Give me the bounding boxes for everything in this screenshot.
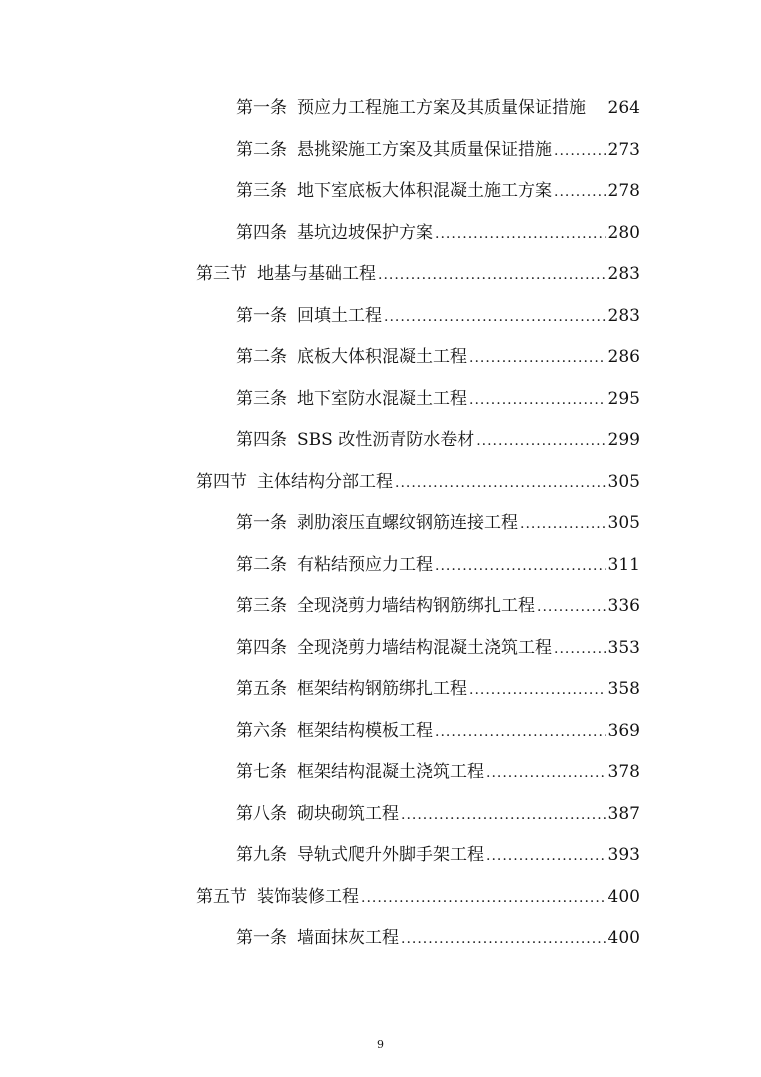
toc-entry[interactable] — [236, 711, 640, 751]
toc-entry-title: 基坑边坡保护方案 — [297, 222, 433, 243]
toc-entry[interactable] — [236, 337, 640, 377]
toc-entry[interactable] — [236, 503, 640, 543]
toc-entry-label — [236, 628, 552, 668]
toc-entry-title: SBS 改性沥青防水卷材 — [297, 430, 475, 450]
toc-entry-page: 299 — [607, 430, 640, 450]
toc-entry-title: 地下室防水混凝土工程 — [297, 388, 467, 409]
toc-entry-page: 283 — [607, 305, 640, 326]
toc-entry-page: 305 — [607, 513, 640, 533]
toc-entry-title: 地下室底板大体积混凝土施工方案 — [297, 181, 552, 201]
toc-entry-page: 336 — [607, 596, 640, 616]
toc-dot-leader — [520, 504, 606, 544]
toc-entry[interactable] — [236, 669, 640, 709]
toc-entry-label — [236, 296, 382, 336]
toc-entry-label — [236, 918, 399, 958]
toc-entry-number: 第三条 — [236, 388, 287, 409]
toc-entry-title: 地基与基础工程 — [257, 264, 376, 284]
toc-dot-leader — [469, 380, 606, 420]
toc-entry-number: 第四条 — [236, 430, 287, 450]
toc-entry-number: 第一条 — [236, 928, 287, 948]
toc-entry-title: 墙面抹灰工程 — [297, 928, 399, 948]
toc-entry-page: 378 — [607, 762, 640, 782]
toc-entry-label — [236, 130, 552, 170]
toc-entry-label — [196, 877, 359, 917]
toc-entry-title: 悬挑梁施工方案及其质量保证措施 — [297, 139, 552, 160]
toc-dot-leader — [537, 587, 606, 627]
toc-dot-leader — [435, 214, 606, 254]
toc-entry-page: 400 — [607, 928, 640, 948]
toc-entry[interactable] — [236, 296, 640, 336]
toc-entry[interactable] — [236, 794, 640, 834]
toc-dot-leader — [476, 421, 605, 461]
toc-entry-label — [236, 420, 474, 460]
toc-entry-title: 回填土工程 — [297, 305, 382, 326]
toc-entry-number: 第五节 — [196, 886, 247, 907]
toc-entry-number: 第八条 — [236, 803, 287, 824]
toc-entry-label — [196, 462, 393, 502]
toc-entry-title: 全现浇剪力墙结构钢筋绑扎工程 — [297, 596, 535, 616]
toc-entry-number: 第三条 — [236, 596, 287, 616]
toc-dot-leader — [469, 670, 606, 710]
toc-entry-title: 导轨式爬升外脚手架工程 — [297, 845, 484, 865]
toc-entry-page: 280 — [607, 222, 640, 243]
toc-entry[interactable] — [236, 628, 640, 668]
toc-entry-page: 286 — [607, 347, 640, 367]
toc-entry-label — [236, 752, 484, 792]
toc-dot-leader — [554, 629, 606, 669]
toc-entry[interactable] — [236, 545, 640, 585]
toc-dot-leader — [435, 712, 606, 752]
toc-entry[interactable] — [236, 171, 640, 211]
toc-entry-label — [236, 88, 586, 128]
toc-entry[interactable] — [236, 420, 640, 460]
toc-entry[interactable] — [196, 254, 640, 294]
toc-entry-label — [196, 254, 376, 294]
toc-entry-number: 第二条 — [236, 554, 287, 575]
toc-entry-label — [236, 669, 467, 709]
toc-entry-title: 预应力工程施工方案及其质量保证措施 — [297, 98, 586, 118]
toc-entry[interactable] — [236, 379, 640, 419]
toc-entry-number: 第一条 — [236, 513, 287, 533]
toc-entry-page: 353 — [607, 637, 640, 658]
toc-entry-label — [236, 213, 433, 253]
toc-entry-number: 第四节 — [196, 471, 247, 492]
toc-entry-page: 283 — [607, 264, 640, 284]
toc-entry-page: 358 — [607, 679, 640, 699]
toc-entry-number: 第四条 — [236, 222, 287, 243]
toc-entry[interactable] — [196, 462, 640, 502]
toc-entry-label — [236, 835, 484, 875]
toc-entry-number: 第一条 — [236, 305, 287, 326]
toc-dot-leader — [435, 546, 606, 586]
toc-entry-page: 278 — [607, 181, 640, 201]
toc-dot-leader — [378, 255, 606, 295]
toc-entry-page: 264 — [607, 98, 640, 118]
toc-entry-page: 400 — [607, 886, 640, 907]
toc-entry-number: 第五条 — [236, 679, 287, 699]
toc-entry-label — [236, 711, 433, 751]
toc-entry-label — [236, 379, 467, 419]
toc-entry-label — [236, 337, 467, 377]
toc-dot-leader — [469, 338, 606, 378]
toc-entry-title: 底板大体积混凝土工程 — [297, 347, 467, 367]
toc-entry-title: 全现浇剪力墙结构混凝土浇筑工程 — [297, 637, 552, 658]
toc-dot-leader — [554, 131, 606, 171]
toc-entry[interactable] — [236, 586, 640, 626]
toc-entry-title: 框架结构混凝土浇筑工程 — [297, 762, 484, 782]
toc-entry-label — [236, 586, 535, 626]
toc-entry[interactable] — [236, 130, 640, 170]
toc-entry-number: 第九条 — [236, 845, 287, 865]
toc-entry-label — [236, 545, 433, 585]
toc-entry-page: 393 — [607, 845, 640, 865]
toc-entry-title: 主体结构分部工程 — [257, 471, 393, 492]
toc-entry-title: 装饰装修工程 — [257, 886, 359, 907]
toc-entry-title: 框架结构钢筋绑扎工程 — [297, 679, 467, 699]
toc-entry-page: 311 — [607, 554, 640, 575]
toc-entry-number: 第三节 — [196, 264, 247, 284]
toc-entry[interactable] — [236, 88, 640, 128]
toc-dot-leader — [401, 919, 606, 959]
toc-dot-leader — [361, 878, 606, 918]
toc-dot-leader — [401, 795, 606, 835]
toc-entry-page: 305 — [607, 471, 640, 492]
toc-entry[interactable] — [236, 835, 640, 875]
toc-entry-title: 框架结构模板工程 — [297, 720, 433, 741]
toc-entry-page: 387 — [607, 803, 640, 824]
toc-entry-title: 剥肋滚压直螺纹钢筋连接工程 — [297, 513, 518, 533]
toc-entry-number: 第一条 — [236, 98, 287, 118]
toc-entry[interactable] — [196, 877, 640, 917]
toc-dot-leader — [554, 172, 606, 212]
toc-entry-page: 369 — [607, 720, 640, 741]
toc-entry[interactable] — [236, 213, 640, 253]
toc-entry[interactable] — [236, 918, 640, 958]
toc-entry-label — [236, 171, 552, 211]
toc-dot-leader — [395, 463, 606, 503]
page-number: 9 — [377, 1038, 384, 1051]
toc-entry-number: 第二条 — [236, 139, 287, 160]
toc-entry-label — [236, 794, 399, 834]
toc-entry-title: 有粘结预应力工程 — [297, 554, 433, 575]
toc-entry-number: 第六条 — [236, 720, 287, 741]
toc-entry-page: 295 — [607, 388, 640, 409]
toc-entry-number: 第二条 — [236, 347, 287, 367]
toc-entry[interactable] — [236, 752, 640, 792]
toc-entry-number: 第七条 — [236, 762, 287, 782]
toc-entry-number: 第四条 — [236, 637, 287, 658]
toc-entry-number: 第三条 — [236, 181, 287, 201]
toc-dot-leader — [486, 836, 606, 876]
toc-dot-leader — [486, 753, 606, 793]
toc-dot-leader — [384, 297, 606, 337]
toc-entry-label — [236, 503, 518, 543]
toc-entry-title: 砌块砌筑工程 — [297, 803, 399, 824]
toc-entry-page: 273 — [607, 139, 640, 160]
